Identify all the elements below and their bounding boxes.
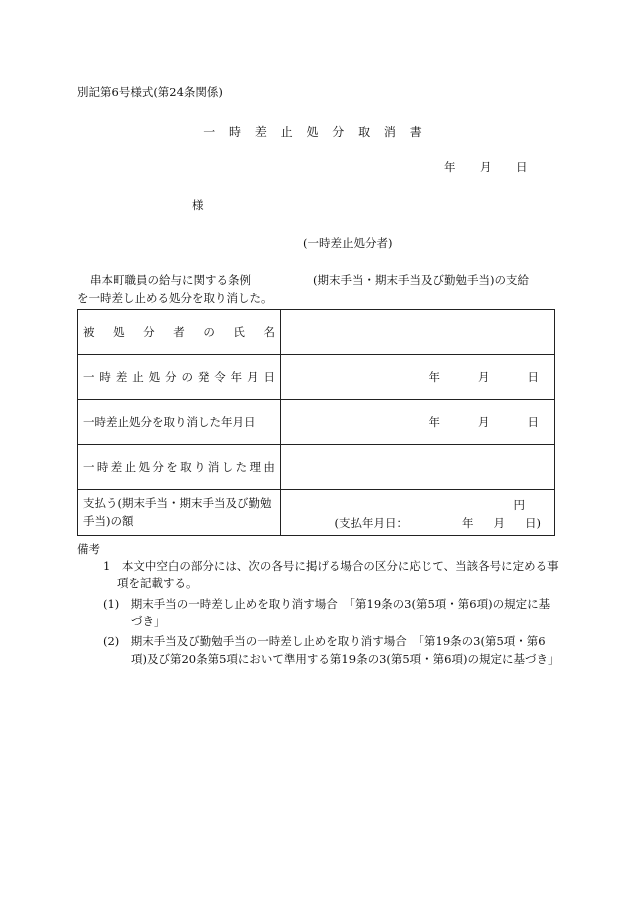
- year-label: 年: [428, 369, 440, 384]
- value-cancel-date[interactable]: [281, 400, 555, 445]
- addressee-suffix: 様: [192, 198, 204, 212]
- day-label: 日: [527, 414, 539, 429]
- remarks-heading: 備考: [77, 542, 100, 556]
- issue-month-label: 月: [480, 160, 492, 174]
- label-char: 被: [83, 324, 95, 339]
- year-label: 年: [428, 414, 440, 429]
- day-label: 日: [527, 369, 539, 384]
- label-char: 氏: [233, 324, 245, 339]
- issue-year-label: 年: [444, 160, 456, 174]
- body-text-line1: [90, 272, 529, 289]
- label-char: 由: [263, 459, 275, 474]
- label-char: し: [221, 459, 234, 474]
- label-char: 止: [124, 459, 137, 474]
- remark-1-item-1-cont: づき」: [131, 614, 166, 628]
- value-payment-amount[interactable]: [281, 490, 555, 536]
- remark-1-cont: 項を記載する。: [117, 576, 198, 590]
- issuer-label: (一時差止処分者): [303, 236, 393, 250]
- issue-date: [444, 159, 528, 176]
- label-char: 分: [165, 369, 177, 384]
- label-char: 止: [132, 369, 144, 384]
- form-number: 別記第6号様式(第24条関係): [77, 85, 223, 99]
- day-close-label: 日): [525, 515, 541, 530]
- body-ordinance-name: 串本町職員の給与に関する条例: [90, 273, 251, 287]
- payment-date: [335, 515, 542, 532]
- label-char: の: [181, 369, 193, 384]
- value-cancel-reason[interactable]: [281, 445, 555, 490]
- label-char: を: [166, 459, 178, 474]
- label-person-name: [78, 310, 281, 355]
- table-row-issue-date: [78, 355, 555, 400]
- value-suspension-date[interactable]: [281, 355, 555, 400]
- label-char: 者: [173, 324, 185, 339]
- remark-1-item-1: (1) 期末手当の一時差し止めを取り消す場合 「第19条の3(第5項・第6項)の規定に基: [103, 597, 551, 611]
- label-char: た: [235, 459, 248, 474]
- label-char: 令: [214, 369, 226, 384]
- label-char: 時: [99, 369, 111, 384]
- remark-1: 1 本文中空白の部分には、次の各号に掲げる場合の区分に応じて、当該各号に定める事: [103, 559, 559, 573]
- label-char: 一: [83, 459, 95, 474]
- payment-date-prefix: (支払年月日：: [334, 515, 408, 530]
- label-char: 理: [249, 459, 261, 474]
- label-char: 日: [263, 369, 275, 384]
- label-char: 取: [180, 459, 192, 474]
- table-row-reason: [78, 445, 555, 490]
- label-char: 処: [148, 369, 161, 384]
- label-char: 発: [197, 369, 210, 384]
- label-char: 年: [230, 369, 243, 384]
- label-char: 処: [113, 324, 125, 339]
- label-char: 分: [143, 324, 155, 339]
- table-row-cancel-date: [78, 400, 555, 445]
- label-char: 月: [247, 369, 259, 384]
- label-char: 処: [138, 459, 150, 474]
- table-row-name: [78, 310, 555, 355]
- label-char: 名: [263, 324, 275, 339]
- label-char: 差: [110, 459, 123, 474]
- body-text-line2: を一時差し止める処分を取り消した。: [77, 291, 273, 305]
- label-char: の: [203, 324, 215, 339]
- label-char: 分: [152, 459, 164, 474]
- remark-1-item-2: (2) 期末手当及び勤勉手当の一時差し止めを取り消す場合 「第19条の3(第5項・第6: [103, 634, 546, 648]
- details-table: [77, 309, 555, 536]
- month-label: 月: [478, 414, 490, 429]
- label-payment-amount: 支払う(期末手当・期末手当及び勤勉手当)の額: [78, 490, 281, 536]
- year-label: 年: [462, 515, 474, 530]
- label-char: 一: [83, 369, 95, 384]
- label-cancel-date: 一時差止処分を取り消した年月日: [78, 400, 281, 445]
- issue-day-label: 日: [516, 160, 528, 174]
- label-char: 時: [96, 459, 109, 474]
- month-label: 月: [478, 369, 490, 384]
- yen-label: 円: [513, 497, 525, 512]
- label-char: 消: [207, 459, 220, 474]
- table-row-payment: [78, 490, 555, 536]
- label-suspension-date: [78, 355, 281, 400]
- body-allowance-type: (期末手当・期末手当及び勤勉手当)の支給: [313, 273, 529, 287]
- remark-1-item-2-cont: 項)及び第20条第5項において準用する第19条の3(第5項・第6項)の規定に基づき」: [131, 652, 560, 666]
- label-cancel-reason: [78, 445, 281, 490]
- document-title: 一 時 差 止 処 分 取 消 書: [203, 125, 427, 139]
- label-char: り: [194, 459, 206, 474]
- value-person-name[interactable]: [281, 310, 555, 355]
- month-label: 月: [493, 515, 505, 530]
- label-char: 差: [115, 369, 128, 384]
